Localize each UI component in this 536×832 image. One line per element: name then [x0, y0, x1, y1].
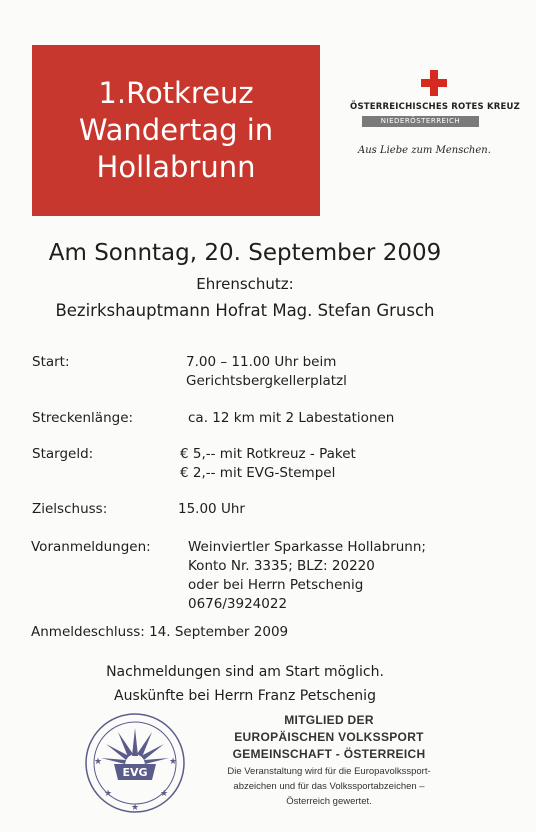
motto: Aus Liebe zum Menschen. [358, 145, 491, 156]
svg-text:★: ★ [160, 789, 169, 799]
org-name: ÖSTERREICHISCHES ROTES KREUZ [350, 102, 520, 112]
start-value [186, 353, 347, 391]
evg-note-line: Die Veranstaltung wird für die Europavolkssport- [227, 766, 431, 777]
voranmeldung-line: Weinviertler Sparkasse Hollabrunn; [188, 539, 426, 555]
startgeld-value [180, 445, 356, 483]
voranmeldung-line: oder bei Herrn Petschenig [188, 577, 364, 593]
startgeld-line: € 2,-- mit EVG-Stempel [180, 465, 336, 481]
red-cross-icon [421, 70, 447, 96]
region-bar: NIEDERÖSTERREICH [362, 116, 479, 127]
ziel-label: Zielschuss: [32, 501, 108, 517]
nachmeldung-info [0, 660, 490, 708]
ziel-line: 15.00 Uhr [178, 501, 245, 517]
evg-note-line: abzeichen und für das Volkssportabzeichen – [233, 781, 425, 792]
event-date: Am Sonntag, 20. September 2009 [48, 240, 442, 266]
strecke-line: ca. 12 km mit 2 Labestationen [188, 410, 395, 426]
evg-logo-text: EVG [122, 766, 148, 779]
svg-text:★: ★ [104, 789, 113, 799]
start-label: Start: [32, 354, 70, 370]
start-line: 7.00 – 11.00 Uhr beim [186, 354, 337, 370]
patron-name: Bezirkshauptmann Hofrat Mag. Stefan Grusch [55, 301, 435, 320]
banner-line-3: Hollabrunn [96, 150, 256, 184]
ziel-value [178, 500, 245, 519]
voranmeldung-label: Voranmeldungen: [31, 539, 151, 555]
evg-title-line: EUROPÄISCHEN VOLKSSPORT [234, 730, 424, 744]
evg-title-line: MITGLIED DER [284, 713, 374, 727]
evg-title-line: GEMEINSCHAFT - ÖSTERREICH [232, 747, 426, 761]
evg-logo-icon [84, 712, 186, 814]
strecke-label: Streckenlänge: [32, 410, 134, 426]
evg-note-line: Österreich gewertet. [286, 796, 372, 807]
voranmeldung-value [188, 538, 426, 614]
anmeldeschluss: Anmeldeschluss: 14. September 2009 [31, 624, 289, 640]
startgeld-label: Stargeld: [32, 446, 94, 462]
banner-line-1: 1.Rotkreuz [98, 76, 254, 110]
svg-text:★: ★ [131, 803, 140, 813]
title-banner [32, 45, 320, 216]
strecke-value [188, 409, 394, 428]
evg-note [204, 764, 454, 809]
nachmeldung-line-1: Nachmeldungen sind am Start möglich. [106, 664, 384, 680]
svg-text:★: ★ [94, 757, 103, 767]
start-line: Gerichtsbergkellerplatzl [186, 373, 347, 389]
banner-line-2: Wandertag in [78, 113, 274, 147]
startgeld-line: € 5,-- mit Rotkreuz - Paket [180, 446, 356, 462]
ehrenschutz-label: Ehrenschutz: [196, 275, 294, 293]
voranmeldung-line: Konto Nr. 3335; BLZ: 20220 [188, 558, 375, 574]
nachmeldung-line-2: Auskünfte bei Herrn Franz Petschenig [114, 688, 376, 704]
evg-membership-title [204, 712, 454, 763]
svg-text:★: ★ [169, 757, 178, 767]
voranmeldung-line: 0676/3924022 [188, 596, 288, 612]
